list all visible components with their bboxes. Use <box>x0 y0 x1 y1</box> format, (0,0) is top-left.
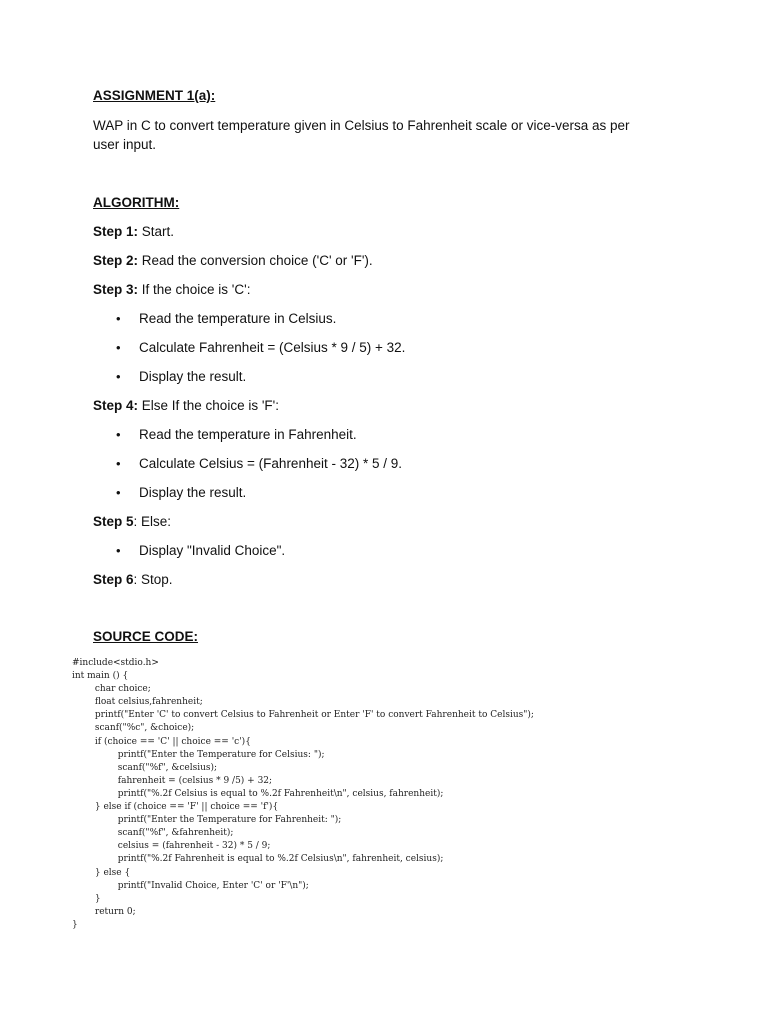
assignment-heading: ASSIGNMENT 1(a): <box>93 88 216 103</box>
code-line: scanf("%f", &celsius); <box>72 762 218 773</box>
code-line: #include<stdio.h> <box>72 658 159 668</box>
source-code-heading: SOURCE CODE: <box>93 629 199 644</box>
step-label: Step 4: <box>93 398 139 413</box>
bullet-icon: • <box>116 311 121 326</box>
code-line: scanf("%f", &fahrenheit); <box>72 828 234 839</box>
algorithm-heading: ALGORITHM: <box>93 195 180 210</box>
code-line: if (choice == 'C' || choice == 'c'){ <box>72 736 251 747</box>
code-line: scanf("%c", &choice); <box>72 723 195 734</box>
step-label: Step 3: <box>93 282 139 297</box>
code-line: } else { <box>72 867 131 878</box>
source-code-block <box>72 657 534 932</box>
step-label: Step 5 <box>93 514 134 529</box>
bullet-item: Read the temperature in Fahrenheit. <box>139 427 357 442</box>
bullet-icon: • <box>116 427 121 442</box>
step-label: Step 2: <box>93 253 139 268</box>
code-line: printf("Invalid Choice, Enter 'C' or 'F'\n"); <box>72 880 309 891</box>
step-text: Else If the choice is 'F': <box>138 398 279 413</box>
bullet-item: Display the result. <box>139 485 247 500</box>
code-line: char choice; <box>72 684 151 695</box>
step-text: Start. <box>138 224 175 239</box>
assignment-description-line-2: user input. <box>93 137 157 152</box>
code-line: int main () { <box>72 671 129 682</box>
bullet-icon: • <box>116 543 121 558</box>
bullet-item: Calculate Celsius = (Fahrenheit - 32) * 5 / 9. <box>139 456 402 471</box>
code-line: float celsius,fahrenheit; <box>72 697 203 708</box>
code-line: celsius = (fahrenheit - 32) * 5 / 9; <box>72 841 271 852</box>
bullet-icon: • <box>116 456 121 471</box>
code-line: printf("%.2f Celsius is equal to %.2f Fahrenheit\n", celsius, fahrenheit); <box>72 788 444 799</box>
assignment-description-line-1: WAP in C to convert temperature given in Celsius to Fahrenheit scale or vice-versa as per <box>93 118 630 133</box>
code-line: printf("%.2f Fahrenheit is equal to %.2f Celsius\n", fahrenheit, celsius); <box>72 854 444 865</box>
step-label: Step 1: <box>93 224 139 239</box>
code-line: } else if (choice == 'F' || choice == 'f'){ <box>72 802 279 813</box>
code-line: return 0; <box>72 906 136 917</box>
bullet-icon: • <box>116 340 121 355</box>
bullet-item: Read the temperature in Celsius. <box>139 311 337 326</box>
step-text: : Else: <box>133 514 172 529</box>
algorithm-step <box>93 513 171 531</box>
bullet-item: Display the result. <box>139 369 247 384</box>
code-line: } <box>72 893 101 904</box>
step-text: If the choice is 'C': <box>138 282 251 297</box>
code-line: printf("Enter the Temperature for Celsius: "); <box>72 749 325 760</box>
code-line: } <box>72 919 78 930</box>
code-line: printf("Enter 'C' to convert Celsius to Fahrenheit or Enter 'F' to convert Fahrenheit to Celsius"); <box>72 710 534 721</box>
step-text: : Stop. <box>133 572 173 587</box>
step-text: Read the conversion choice ('C' or 'F'). <box>138 253 373 268</box>
algorithm-step <box>93 571 173 589</box>
algorithm-step <box>93 397 279 415</box>
algorithm-step <box>93 281 250 299</box>
algorithm-step <box>93 252 373 270</box>
bullet-item: Display "Invalid Choice". <box>139 543 286 558</box>
bullet-item: Calculate Fahrenheit = (Celsius * 9 / 5) + 32. <box>139 340 406 355</box>
code-line: printf("Enter the Temperature for Fahrenheit: "); <box>72 815 342 826</box>
bullet-icon: • <box>116 369 121 384</box>
bullet-icon: • <box>116 485 121 500</box>
step-label: Step 6 <box>93 572 134 587</box>
algorithm-step <box>93 223 174 241</box>
code-line: fahrenheit = (celsius * 9 /5) + 32; <box>72 775 273 786</box>
